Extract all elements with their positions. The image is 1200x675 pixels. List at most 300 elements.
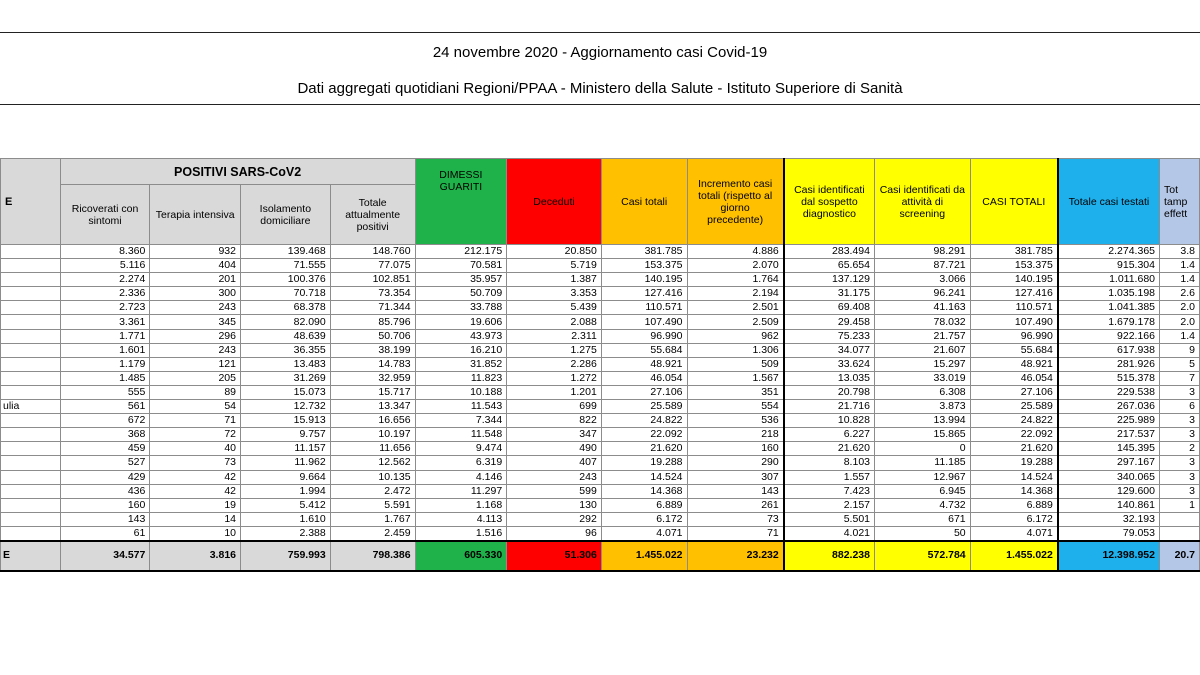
table-row bbox=[1, 385, 1200, 399]
table-row bbox=[1, 343, 1200, 357]
data-cell: 515.378 bbox=[1058, 371, 1160, 385]
data-cell: 78.032 bbox=[875, 315, 971, 329]
data-cell: 11.656 bbox=[330, 442, 415, 456]
data-cell: 70.718 bbox=[241, 287, 331, 301]
table-row bbox=[1, 273, 1200, 287]
data-cell: 9.757 bbox=[241, 428, 331, 442]
data-cell: 107.490 bbox=[970, 315, 1058, 329]
col-header-attualmente-positivi: Totale attualmente positivi bbox=[330, 185, 415, 245]
data-cell: 48.921 bbox=[601, 357, 687, 371]
data-cell: 3 bbox=[1160, 414, 1200, 428]
data-cell: 96.241 bbox=[875, 287, 971, 301]
data-cell: 459 bbox=[60, 442, 150, 456]
data-cell: 15.865 bbox=[875, 428, 971, 442]
data-cell: 31.852 bbox=[415, 357, 507, 371]
data-cell: 22.092 bbox=[601, 428, 687, 442]
data-cell: 6.172 bbox=[970, 512, 1058, 526]
data-cell: 1.567 bbox=[687, 371, 784, 385]
data-cell: 22.092 bbox=[970, 428, 1058, 442]
data-cell: 85.796 bbox=[330, 315, 415, 329]
data-cell: 71 bbox=[687, 526, 784, 541]
data-cell: 509 bbox=[687, 357, 784, 371]
data-cell: 98.291 bbox=[875, 245, 971, 259]
table-row bbox=[1, 245, 1200, 259]
data-cell: 12.967 bbox=[875, 470, 971, 484]
data-cell: 139.468 bbox=[241, 245, 331, 259]
data-cell: 1.767 bbox=[330, 512, 415, 526]
total-cell: 759.993 bbox=[241, 541, 331, 571]
data-cell: 243 bbox=[150, 301, 241, 315]
data-cell: 27.106 bbox=[970, 385, 1058, 399]
data-cell: 96 bbox=[507, 526, 602, 541]
data-cell: 281.926 bbox=[1058, 357, 1160, 371]
top-border bbox=[0, 32, 1200, 33]
data-cell: 129.600 bbox=[1058, 484, 1160, 498]
data-cell: 61 bbox=[60, 526, 150, 541]
data-cell: 71 bbox=[150, 414, 241, 428]
total-cell: 605.330 bbox=[415, 541, 507, 571]
data-cell: 16.210 bbox=[415, 343, 507, 357]
region-cell bbox=[1, 371, 61, 385]
data-cell: 2.157 bbox=[784, 498, 875, 512]
data-cell: 2.070 bbox=[687, 259, 784, 273]
data-cell: 243 bbox=[150, 343, 241, 357]
data-cell: 4.071 bbox=[601, 526, 687, 541]
data-cell: 31.175 bbox=[784, 287, 875, 301]
data-cell: 1.011.680 bbox=[1058, 273, 1160, 287]
data-cell: 143 bbox=[60, 512, 150, 526]
data-cell: 11.543 bbox=[415, 400, 507, 414]
data-cell: 9 bbox=[1160, 343, 1200, 357]
table-row bbox=[1, 357, 1200, 371]
data-cell: 145.395 bbox=[1058, 442, 1160, 456]
region-cell bbox=[1, 357, 61, 371]
data-cell: 7 bbox=[1160, 371, 1200, 385]
data-cell: 2.6 bbox=[1160, 287, 1200, 301]
data-cell: 11.185 bbox=[875, 456, 971, 470]
data-cell: 0 bbox=[875, 442, 971, 456]
data-cell: 6.227 bbox=[784, 428, 875, 442]
region-cell bbox=[1, 329, 61, 343]
data-cell: 21.716 bbox=[784, 400, 875, 414]
data-cell: 2.0 bbox=[1160, 301, 1200, 315]
header-bottom-border bbox=[0, 104, 1200, 105]
data-cell: 32.193 bbox=[1058, 512, 1160, 526]
data-cell: 13.994 bbox=[875, 414, 971, 428]
data-cell: 218 bbox=[687, 428, 784, 442]
data-cell: 1.275 bbox=[507, 343, 602, 357]
data-cell: 14.368 bbox=[970, 484, 1058, 498]
data-cell: 16.656 bbox=[330, 414, 415, 428]
table-row bbox=[1, 470, 1200, 484]
data-cell: 6.945 bbox=[875, 484, 971, 498]
data-cell: 110.571 bbox=[601, 301, 687, 315]
data-cell: 72 bbox=[150, 428, 241, 442]
data-cell: 11.297 bbox=[415, 484, 507, 498]
data-cell: 1.4 bbox=[1160, 273, 1200, 287]
data-cell: 1.994 bbox=[241, 484, 331, 498]
data-cell: 32.959 bbox=[330, 371, 415, 385]
data-cell: 243 bbox=[507, 470, 602, 484]
data-cell: 699 bbox=[507, 400, 602, 414]
data-cell: 15.297 bbox=[875, 357, 971, 371]
total-cell: 34.577 bbox=[60, 541, 150, 571]
col-header-isolamento: Isolamento domiciliare bbox=[241, 185, 331, 245]
data-cell: 38.199 bbox=[330, 343, 415, 357]
data-cell: 31.269 bbox=[241, 371, 331, 385]
data-cell: 127.416 bbox=[601, 287, 687, 301]
data-cell: 617.938 bbox=[1058, 343, 1160, 357]
table-row bbox=[1, 315, 1200, 329]
page-subtitle: Dati aggregati quotidiani Regioni/PPAA - Ministero della Salute - Istituto Superiore di Sanità bbox=[297, 80, 903, 97]
data-cell: 2.311 bbox=[507, 329, 602, 343]
data-cell: 33.019 bbox=[875, 371, 971, 385]
data-cell: 21.757 bbox=[875, 329, 971, 343]
data-cell: 96.990 bbox=[601, 329, 687, 343]
data-cell: 436 bbox=[60, 484, 150, 498]
data-cell: 14.524 bbox=[970, 470, 1058, 484]
col-header-ricoverati: Ricoverati con sintomi bbox=[60, 185, 150, 245]
data-cell: 2.472 bbox=[330, 484, 415, 498]
data-cell: 25.589 bbox=[601, 400, 687, 414]
data-cell: 137.129 bbox=[784, 273, 875, 287]
data-cell: 2.459 bbox=[330, 526, 415, 541]
data-cell: 351 bbox=[687, 385, 784, 399]
data-cell: 1.306 bbox=[687, 343, 784, 357]
table-row bbox=[1, 287, 1200, 301]
data-cell: 822 bbox=[507, 414, 602, 428]
data-cell: 96.990 bbox=[970, 329, 1058, 343]
data-cell: 3 bbox=[1160, 470, 1200, 484]
data-cell: 65.654 bbox=[784, 259, 875, 273]
data-cell: 33.788 bbox=[415, 301, 507, 315]
data-cell: 229.538 bbox=[1058, 385, 1160, 399]
data-cell: 2.088 bbox=[507, 315, 602, 329]
data-cell: 19.606 bbox=[415, 315, 507, 329]
data-cell: 21.607 bbox=[875, 343, 971, 357]
total-cell: 1.455.022 bbox=[601, 541, 687, 571]
table-row bbox=[1, 512, 1200, 526]
data-cell: 71.344 bbox=[330, 301, 415, 315]
data-cell: 4.732 bbox=[875, 498, 971, 512]
region-cell bbox=[1, 259, 61, 273]
data-cell: 153.375 bbox=[970, 259, 1058, 273]
data-cell: 1.041.385 bbox=[1058, 301, 1160, 315]
table-row bbox=[1, 371, 1200, 385]
data-cell: 9.664 bbox=[241, 470, 331, 484]
data-cell: 10 bbox=[150, 526, 241, 541]
data-cell: 932 bbox=[150, 245, 241, 259]
data-cell: 340.065 bbox=[1058, 470, 1160, 484]
data-cell: 261 bbox=[687, 498, 784, 512]
region-cell bbox=[1, 315, 61, 329]
data-cell: 73 bbox=[687, 512, 784, 526]
data-cell: 3 bbox=[1160, 428, 1200, 442]
data-cell: 212.175 bbox=[415, 245, 507, 259]
data-cell: 267.036 bbox=[1058, 400, 1160, 414]
data-cell: 381.785 bbox=[970, 245, 1058, 259]
region-cell bbox=[1, 456, 61, 470]
data-cell: 4.071 bbox=[970, 526, 1058, 541]
data-cell: 962 bbox=[687, 329, 784, 343]
data-cell: 35.957 bbox=[415, 273, 507, 287]
data-cell: 10.828 bbox=[784, 414, 875, 428]
data-cell: 2.723 bbox=[60, 301, 150, 315]
data-cell: 21.620 bbox=[601, 442, 687, 456]
data-cell: 1.485 bbox=[60, 371, 150, 385]
data-cell: 24.822 bbox=[601, 414, 687, 428]
data-cell: 3.361 bbox=[60, 315, 150, 329]
col-header-testati: Totale casi testati bbox=[1058, 159, 1160, 245]
region-cell bbox=[1, 470, 61, 484]
table-row bbox=[1, 259, 1200, 273]
data-cell: 75.233 bbox=[784, 329, 875, 343]
data-cell: 15.913 bbox=[241, 414, 331, 428]
data-cell: 10.135 bbox=[330, 470, 415, 484]
data-cell: 429 bbox=[60, 470, 150, 484]
data-cell: 5.116 bbox=[60, 259, 150, 273]
data-cell: 13.035 bbox=[784, 371, 875, 385]
table-row bbox=[1, 498, 1200, 512]
data-cell: 3.353 bbox=[507, 287, 602, 301]
col-header-sospetto: Casi identificati dal sospetto diagnostico bbox=[784, 159, 875, 245]
data-cell: 2.336 bbox=[60, 287, 150, 301]
data-cell: 130 bbox=[507, 498, 602, 512]
data-cell: 121 bbox=[150, 357, 241, 371]
data-cell: 41.163 bbox=[875, 301, 971, 315]
data-cell: 46.054 bbox=[970, 371, 1058, 385]
region-cell bbox=[1, 498, 61, 512]
data-cell: 1.272 bbox=[507, 371, 602, 385]
data-cell: 15.717 bbox=[330, 385, 415, 399]
data-cell: 205 bbox=[150, 371, 241, 385]
data-cell: 10.188 bbox=[415, 385, 507, 399]
data-cell: 33.624 bbox=[784, 357, 875, 371]
total-cell: 51.306 bbox=[507, 541, 602, 571]
data-cell: 1.516 bbox=[415, 526, 507, 541]
data-cell: 1.035.198 bbox=[1058, 287, 1160, 301]
data-cell: 9.474 bbox=[415, 442, 507, 456]
data-cell: 48.921 bbox=[970, 357, 1058, 371]
data-cell: 73 bbox=[150, 456, 241, 470]
data-cell: 1.557 bbox=[784, 470, 875, 484]
data-cell: 1.4 bbox=[1160, 259, 1200, 273]
region-cell bbox=[1, 428, 61, 442]
data-cell: 283.494 bbox=[784, 245, 875, 259]
data-cell: 201 bbox=[150, 273, 241, 287]
total-cell: 20.7 bbox=[1160, 541, 1200, 571]
positivi-group-header: POSITIVI SARS-CoV2 bbox=[60, 159, 415, 185]
data-cell: 14 bbox=[150, 512, 241, 526]
data-cell: 4.113 bbox=[415, 512, 507, 526]
data-cell: 42 bbox=[150, 470, 241, 484]
region-cell bbox=[1, 484, 61, 498]
data-cell: 5.412 bbox=[241, 498, 331, 512]
col-header-incremento: Incremento casi totali (rispetto al giorno precedente) bbox=[687, 159, 784, 245]
data-cell: 43.973 bbox=[415, 329, 507, 343]
data-cell: 11.962 bbox=[241, 456, 331, 470]
data-cell: 50.706 bbox=[330, 329, 415, 343]
data-cell: 404 bbox=[150, 259, 241, 273]
data-cell: 82.090 bbox=[241, 315, 331, 329]
data-cell: 20.798 bbox=[784, 385, 875, 399]
data-cell: 46.054 bbox=[601, 371, 687, 385]
data-cell: 6.172 bbox=[601, 512, 687, 526]
data-cell: 36.355 bbox=[241, 343, 331, 357]
data-cell: 1.179 bbox=[60, 357, 150, 371]
data-cell: 4.886 bbox=[687, 245, 784, 259]
data-cell: 2.194 bbox=[687, 287, 784, 301]
data-cell: 21.620 bbox=[784, 442, 875, 456]
data-cell: 292 bbox=[507, 512, 602, 526]
data-cell: 24.822 bbox=[970, 414, 1058, 428]
col-header-casi-totali: Casi totali bbox=[601, 159, 687, 245]
data-cell: 2.274.365 bbox=[1058, 245, 1160, 259]
total-cell: 23.232 bbox=[687, 541, 784, 571]
data-cell: 554 bbox=[687, 400, 784, 414]
data-cell: 300 bbox=[150, 287, 241, 301]
data-cell: 79.053 bbox=[1058, 526, 1160, 541]
data-cell: 107.490 bbox=[601, 315, 687, 329]
data-cell: 290 bbox=[687, 456, 784, 470]
data-cell: 8.360 bbox=[60, 245, 150, 259]
data-cell: 8.103 bbox=[784, 456, 875, 470]
data-cell: 555 bbox=[60, 385, 150, 399]
table-row bbox=[1, 414, 1200, 428]
data-cell: 1 bbox=[1160, 498, 1200, 512]
data-cell: 15.073 bbox=[241, 385, 331, 399]
data-cell: 225.989 bbox=[1058, 414, 1160, 428]
total-cell: 3.816 bbox=[150, 541, 241, 571]
table-row bbox=[1, 442, 1200, 456]
data-cell: 2.501 bbox=[687, 301, 784, 315]
region-cell bbox=[1, 442, 61, 456]
data-cell: 14.783 bbox=[330, 357, 415, 371]
data-cell: 672 bbox=[60, 414, 150, 428]
data-cell: 599 bbox=[507, 484, 602, 498]
totals-label: E bbox=[1, 541, 61, 571]
data-cell: 140.195 bbox=[970, 273, 1058, 287]
data-cell: 561 bbox=[60, 400, 150, 414]
data-cell: 13.347 bbox=[330, 400, 415, 414]
data-cell: 3.873 bbox=[875, 400, 971, 414]
data-cell: 3 bbox=[1160, 385, 1200, 399]
region-cell bbox=[1, 512, 61, 526]
data-cell: 87.721 bbox=[875, 259, 971, 273]
data-cell: 2.274 bbox=[60, 273, 150, 287]
region-header: E bbox=[1, 159, 61, 245]
data-cell: 12.732 bbox=[241, 400, 331, 414]
data-cell: 3.8 bbox=[1160, 245, 1200, 259]
total-cell: 12.398.952 bbox=[1058, 541, 1160, 571]
data-cell: 102.851 bbox=[330, 273, 415, 287]
region-cell bbox=[1, 301, 61, 315]
col-header-dimessi: DIMESSI GUARITI bbox=[415, 159, 507, 245]
data-cell: 6.889 bbox=[601, 498, 687, 512]
data-cell: 19 bbox=[150, 498, 241, 512]
data-cell: 55.684 bbox=[970, 343, 1058, 357]
total-cell: 1.455.022 bbox=[970, 541, 1058, 571]
data-cell: 71.555 bbox=[241, 259, 331, 273]
data-cell: 1.387 bbox=[507, 273, 602, 287]
data-cell: 12.562 bbox=[330, 456, 415, 470]
data-cell: 307 bbox=[687, 470, 784, 484]
data-cell: 42 bbox=[150, 484, 241, 498]
data-cell: 100.376 bbox=[241, 273, 331, 287]
data-cell: 922.166 bbox=[1058, 329, 1160, 343]
data-cell: 69.408 bbox=[784, 301, 875, 315]
table-row bbox=[1, 456, 1200, 470]
data-cell: 77.075 bbox=[330, 259, 415, 273]
data-cell: 10.197 bbox=[330, 428, 415, 442]
data-cell: 25.589 bbox=[970, 400, 1058, 414]
table-row bbox=[1, 329, 1200, 343]
data-cell: 347 bbox=[507, 428, 602, 442]
data-cell: 915.304 bbox=[1058, 259, 1160, 273]
data-cell: 68.378 bbox=[241, 301, 331, 315]
data-cell: 368 bbox=[60, 428, 150, 442]
total-cell: 882.238 bbox=[784, 541, 875, 571]
table-row bbox=[1, 484, 1200, 498]
data-cell: 1.4 bbox=[1160, 329, 1200, 343]
data-cell: 5.719 bbox=[507, 259, 602, 273]
data-cell: 14.368 bbox=[601, 484, 687, 498]
region-cell bbox=[1, 273, 61, 287]
covid-data-table bbox=[0, 158, 1200, 572]
region-cell bbox=[1, 526, 61, 541]
data-cell: 527 bbox=[60, 456, 150, 470]
data-cell: 7.344 bbox=[415, 414, 507, 428]
region-cell bbox=[1, 343, 61, 357]
data-cell: 34.077 bbox=[784, 343, 875, 357]
region-cell bbox=[1, 287, 61, 301]
data-cell: 19.288 bbox=[970, 456, 1058, 470]
data-cell: 2.509 bbox=[687, 315, 784, 329]
table-row bbox=[1, 301, 1200, 315]
data-cell: 5.439 bbox=[507, 301, 602, 315]
data-cell: 490 bbox=[507, 442, 602, 456]
data-cell bbox=[1160, 526, 1200, 541]
data-cell: 1.764 bbox=[687, 273, 784, 287]
data-cell: 3 bbox=[1160, 456, 1200, 470]
data-cell: 5.591 bbox=[330, 498, 415, 512]
total-cell: 572.784 bbox=[875, 541, 971, 571]
data-cell: 11.823 bbox=[415, 371, 507, 385]
region-cell: ulia bbox=[1, 400, 61, 414]
data-cell: 50.709 bbox=[415, 287, 507, 301]
region-cell bbox=[1, 414, 61, 428]
data-cell: 29.458 bbox=[784, 315, 875, 329]
data-cell: 6.319 bbox=[415, 456, 507, 470]
data-cell: 296 bbox=[150, 329, 241, 343]
data-cell: 536 bbox=[687, 414, 784, 428]
data-cell: 1.771 bbox=[60, 329, 150, 343]
data-cell: 217.537 bbox=[1058, 428, 1160, 442]
data-cell: 5.501 bbox=[784, 512, 875, 526]
data-cell: 54 bbox=[150, 400, 241, 414]
data-cell: 143 bbox=[687, 484, 784, 498]
col-header-terapia: Terapia intensiva bbox=[150, 185, 241, 245]
data-cell: 73.354 bbox=[330, 287, 415, 301]
data-cell: 5 bbox=[1160, 357, 1200, 371]
data-cell: 2.286 bbox=[507, 357, 602, 371]
data-cell: 4.146 bbox=[415, 470, 507, 484]
data-cell: 2 bbox=[1160, 442, 1200, 456]
data-cell: 1.601 bbox=[60, 343, 150, 357]
data-cell: 11.157 bbox=[241, 442, 331, 456]
data-cell: 4.021 bbox=[784, 526, 875, 541]
data-cell: 2.0 bbox=[1160, 315, 1200, 329]
